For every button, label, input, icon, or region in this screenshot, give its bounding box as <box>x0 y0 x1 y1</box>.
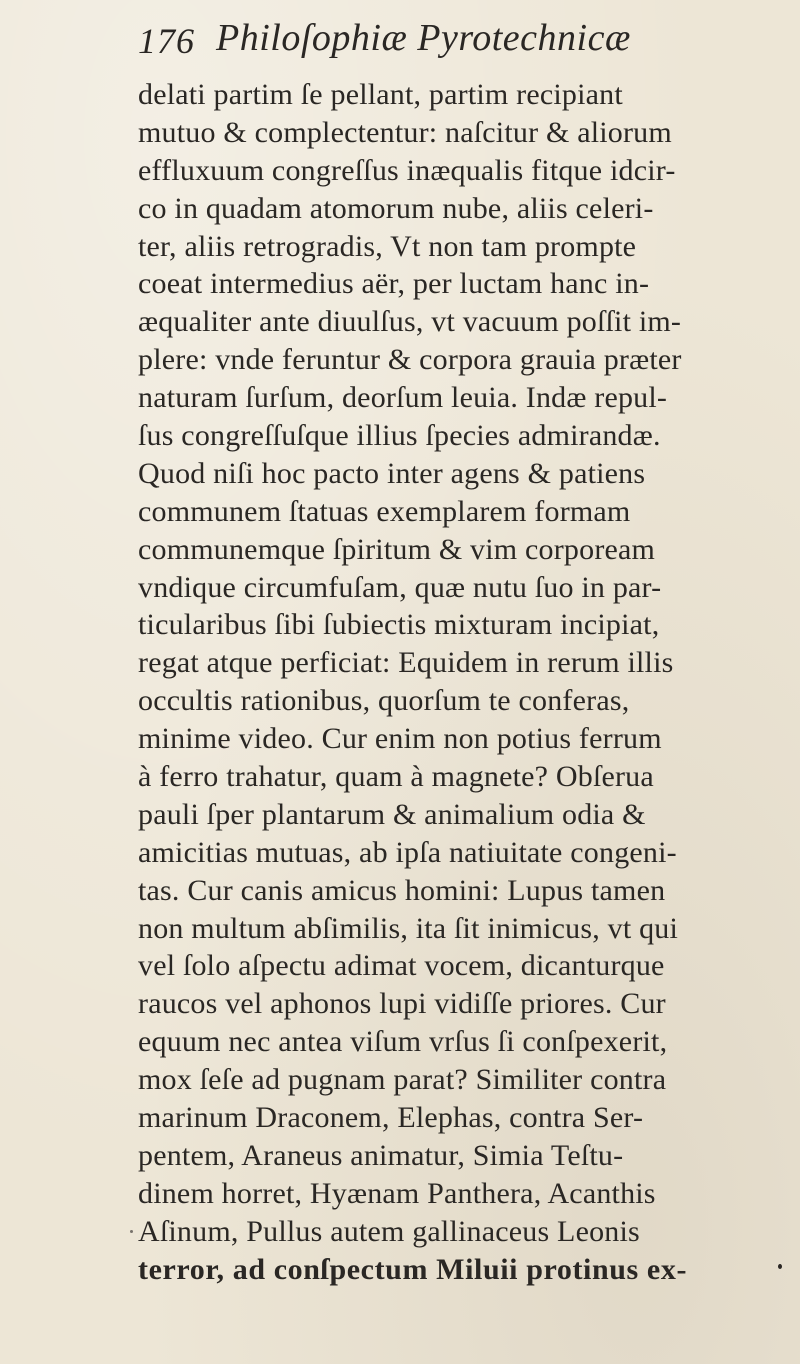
text-line: mox ſeſe ad pugnam parat? Similiter contra <box>138 1063 667 1097</box>
text-line: à ferro trahatur, quam à magnete? Obſerua <box>138 760 654 794</box>
text-line: marinum Draconem, Elephas, contra Ser- <box>138 1101 644 1135</box>
text-line: effluxuum congreſſus inæqualis fitque idcir- <box>138 153 676 187</box>
text-line: mutuo & complectentur: naſcitur & aliorum <box>138 115 672 149</box>
text-line: co in quadam atomorum nube, aliis celeri- <box>138 191 654 225</box>
body-text <box>138 76 798 1289</box>
text-line: terror, ad conſpectum Miluii protinus ex- <box>138 1252 688 1286</box>
text-line: coeat intermedius aër, per luctam hanc in- <box>138 267 650 301</box>
ink-speck <box>130 1230 133 1233</box>
text-line: communem ſtatuas exemplarem formam <box>138 494 631 528</box>
text-line: naturam ſurſum, deorſum leuia. Indæ repul- <box>138 381 668 415</box>
text-line: pentem, Araneus animatur, Simia Teſtu- <box>138 1138 624 1172</box>
text-line: delati partim ſe pellant, partim recipiant <box>138 78 623 111</box>
text-line: æqualiter ante diuulſus, vt vacuum poſſit im- <box>138 305 682 339</box>
text-line: plere: vnde feruntur & corpora grauia præter <box>138 343 682 377</box>
page-number: 176 <box>138 21 195 61</box>
ink-speck <box>778 1264 782 1269</box>
text-line: occultis rationibus, quorſum te conferas, <box>138 684 630 718</box>
text-line: equum nec antea viſum vrſus ſi conſpexerit, <box>138 1025 668 1059</box>
text-line: amicitias mutuas, ab ipſa natiuitate congeni- <box>138 835 677 869</box>
page-header <box>138 12 798 76</box>
text-line: non multum abſimilis, ita ſit inimicus, vt qui <box>138 911 679 945</box>
text-line: Quod niſi hoc pacto inter agens & patiens <box>138 456 646 490</box>
text-line: dinem horret, Hyænam Panthera, Acanthis <box>138 1176 656 1210</box>
text-line: pauli ſper plantarum & animalium odia & <box>138 797 646 831</box>
text-line: ter, aliis retrogradis, Vt non tam prompte <box>138 229 637 263</box>
text-line: regat atque perficiat: Equidem in rerum illis <box>138 646 674 680</box>
text-line: minime video. Cur enim non potius ferrum <box>138 722 662 756</box>
text-line: raucos vel aphonos lupi vidiſſe priores. Cur <box>138 987 666 1021</box>
text-line: communemque ſpiritum & vim corpoream <box>138 532 656 566</box>
text-line: tas. Cur canis amicus homini: Lupus tamen <box>138 873 666 907</box>
text-line: ſus congreſſuſque illius ſpecies admirandæ. <box>138 419 661 453</box>
running-head: Philoſophiæ Pyrotechnicæ <box>216 17 631 59</box>
text-line: ticularibus ſibi ſubiectis mixturam incipiat, <box>138 608 660 642</box>
text-line: Aſinum, Pullus autem gallinaceus Leonis <box>138 1214 640 1248</box>
text-line: vndique circumfuſam, quæ nutu ſuo in par- <box>138 570 662 604</box>
text-line: vel ſolo aſpectu adimat vocem, dicanturque <box>138 949 665 983</box>
